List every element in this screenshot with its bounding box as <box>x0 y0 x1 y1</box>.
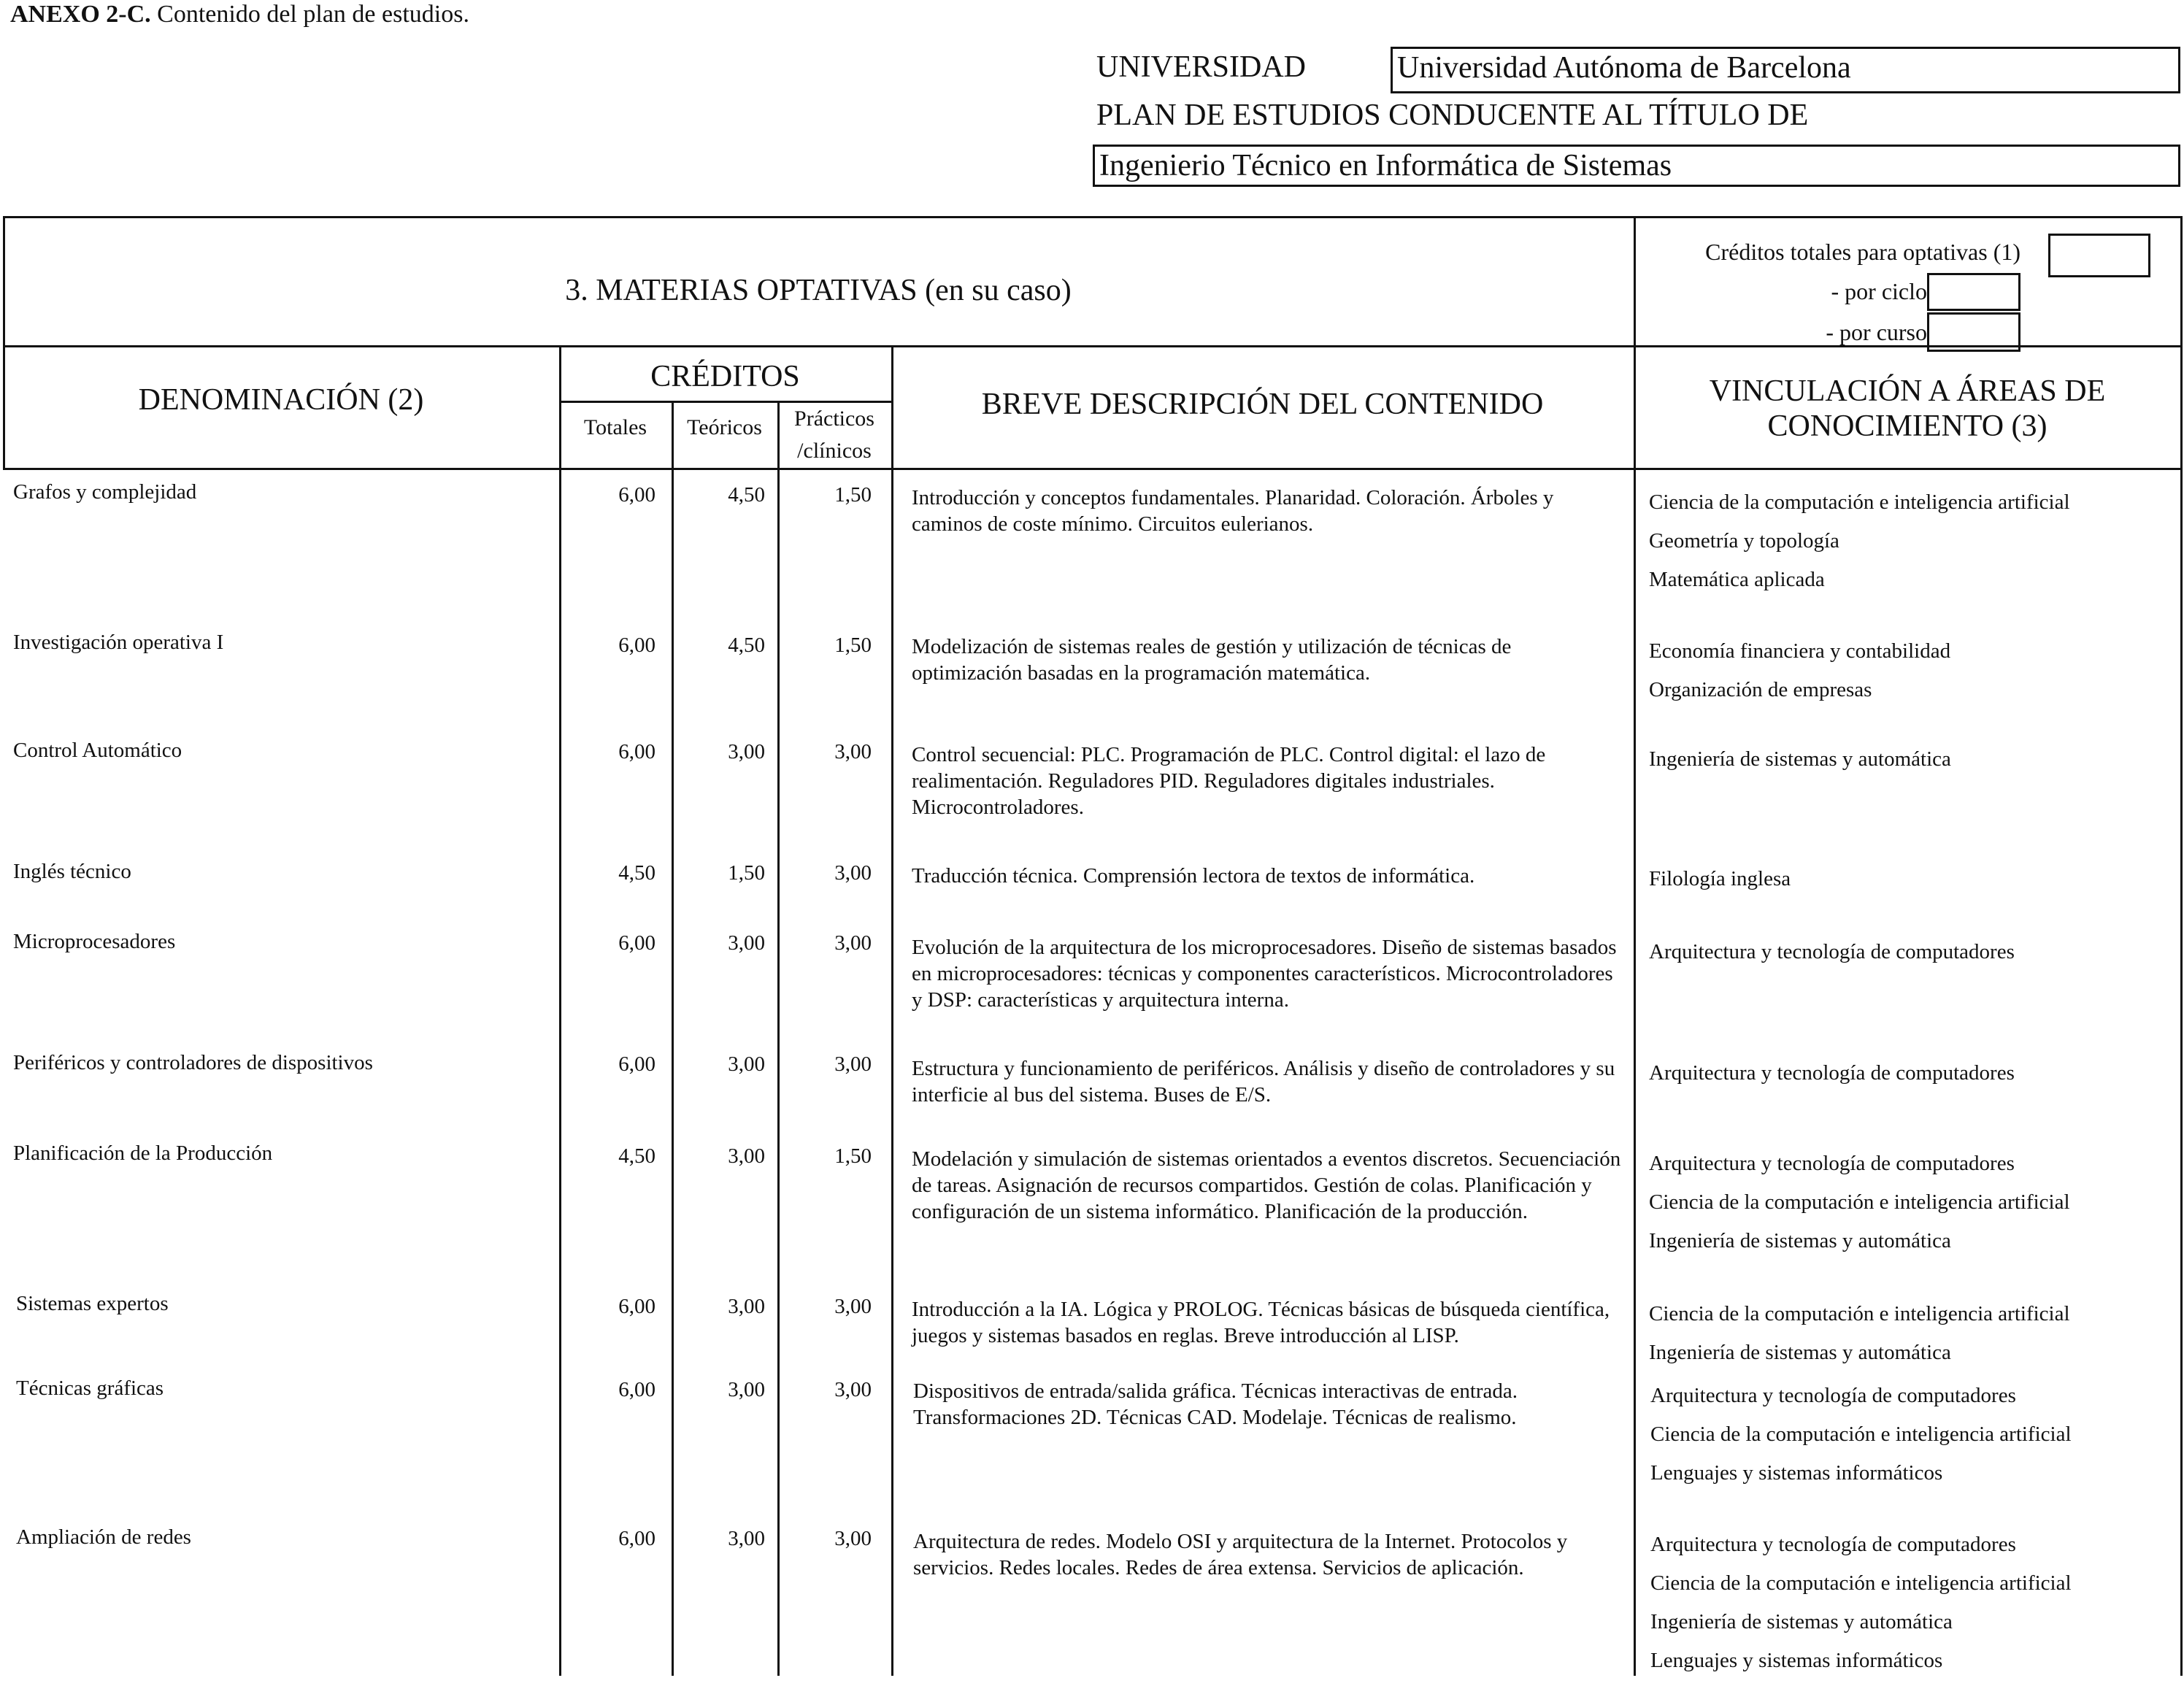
col-practicos-line2: /clínicos <box>797 439 872 463</box>
col-vinculacion-line1: VINCULACIÓN A ÁREAS DE <box>1709 374 2106 408</box>
row-totales: 6,00 <box>618 1295 655 1318</box>
universidad-value: Universidad Autónoma de Barcelona <box>1397 51 1851 85</box>
area-item: Ingeniería de sistemas y automática <box>1649 747 1951 771</box>
row-totales: 6,00 <box>618 1052 655 1076</box>
col-divider-creditos <box>559 345 561 1676</box>
col-vinculacion <box>1634 374 2181 444</box>
row-practicos: 3,00 <box>834 861 872 885</box>
col-creditos: CRÉDITOS <box>650 360 800 393</box>
area-item: Organización de empresas <box>1649 678 1872 701</box>
row-desc: Introducción y conceptos fundamentales. Planaridad. Coloración. Árboles y caminos de coste mínimo. Circuitos eulerianos. <box>912 486 1554 536</box>
plan-label: PLAN DE ESTUDIOS CONDUCENTE AL TÍTULO DE <box>1096 99 1809 132</box>
col-divider-practicos <box>777 401 780 1676</box>
row-name: Microprocesadores <box>13 930 176 953</box>
annex-label: ANEXO 2-C. <box>10 1 151 28</box>
row-teoricos: 3,00 <box>728 740 765 763</box>
col-totales: Totales <box>583 415 647 439</box>
row-totales: 6,00 <box>618 634 655 657</box>
row-areas <box>1649 866 1791 904</box>
titulo-value: Ingenierio Técnico en Informática de Sistemas <box>1099 149 1672 182</box>
row-practicos: 3,00 <box>834 931 872 955</box>
row-totales: 6,00 <box>618 740 655 763</box>
row-name: Control Automático <box>13 739 182 762</box>
row-desc: Evolución de la arquitectura de los microprocesadores. Diseño de sistemas basados en microprocesadores: técnicas y componentes característicos. Microcontroladores y DSP: características y arquitectura interna. <box>912 936 1617 1012</box>
row-name: Inglés técnico <box>13 860 131 883</box>
row-name: Grafos y complejidad <box>13 480 197 504</box>
row-practicos: 1,50 <box>834 1144 872 1168</box>
titulo-box <box>1093 145 2180 187</box>
row-areas <box>1649 939 2015 977</box>
area-item: Arquitectura y tecnología de computadores <box>1649 940 2015 963</box>
area-item: Ingeniería de sistemas y automática <box>1650 1610 1953 1633</box>
row-teoricos: 3,00 <box>728 1144 765 1168</box>
row-practicos: 3,00 <box>834 740 872 763</box>
row-desc: Estructura y funcionamiento de periféricos. Análisis y diseño de controladores y su interficie al bus del sistema. Buses de E/S. <box>912 1057 1615 1106</box>
row-teoricos: 3,00 <box>728 1295 765 1318</box>
row-practicos: 1,50 <box>834 483 872 507</box>
row-teoricos: 4,50 <box>728 483 765 507</box>
row-desc: Introducción a la IA. Lógica y PROLOG. Técnicas básicas de búsqueda científica, juegos y sistemas basados en reglas. Breve introducción al LISP. <box>912 1298 1610 1347</box>
row-teoricos: 4,50 <box>728 634 765 657</box>
annex-text: Contenido del plan de estudios. <box>150 1 469 28</box>
col-divider-descripcion <box>891 345 893 1676</box>
row-totales: 6,00 <box>618 1527 655 1550</box>
row-areas <box>1649 1301 2070 1378</box>
row-areas <box>1649 638 1950 715</box>
col-denominacion: DENOMINACIÓN (2) <box>138 383 424 417</box>
row-areas <box>1649 746 1951 785</box>
table-left-border <box>3 216 5 469</box>
table-header-bottom <box>3 468 2183 470</box>
area-item: Economía financiera y contabilidad <box>1649 639 1951 663</box>
col-practicos <box>777 406 891 464</box>
area-item: Ciencia de la computación e inteligencia artificial <box>1650 1571 2072 1595</box>
row-areas <box>1650 1382 2072 1498</box>
area-item: Lenguajes y sistemas informáticos <box>1650 1649 1943 1672</box>
area-item: Ingeniería de sistemas y automática <box>1649 1229 1951 1252</box>
row-practicos: 1,50 <box>834 634 872 657</box>
row-areas <box>1649 1150 2070 1266</box>
col-vinculacion-line2: CONOCIMIENTO (3) <box>1767 409 2048 443</box>
row-totales: 6,00 <box>618 931 655 955</box>
row-areas <box>1649 1060 2015 1098</box>
creditos-sub-divider <box>559 401 891 403</box>
row-totales: 6,00 <box>618 483 655 507</box>
row-teoricos: 3,00 <box>728 1052 765 1076</box>
creditos-totales-box <box>2048 234 2150 277</box>
row-totales: 4,50 <box>618 861 655 885</box>
row-practicos: 3,00 <box>834 1527 872 1550</box>
area-item: Matemática aplicada <box>1649 568 1825 591</box>
row-name: Técnicas gráficas <box>16 1377 164 1400</box>
area-item: Arquitectura y tecnología de computadores <box>1650 1533 2016 1556</box>
por-ciclo-box <box>1927 273 2020 311</box>
row-totales: 6,00 <box>618 1378 655 1401</box>
area-item: Geometría y topología <box>1649 529 1839 553</box>
row-areas <box>1649 489 2070 605</box>
row-name: Sistemas expertos <box>16 1292 169 1315</box>
row-desc: Arquitectura de redes. Modelo OSI y arquitectura de la Internet. Protocolos y servicios. Redes locales. Redes de área extensa. Servicios de aplicación. <box>913 1530 1568 1579</box>
row-practicos: 3,00 <box>834 1378 872 1401</box>
creditos-totales-label: Créditos totales para optativas (1) <box>1705 239 2020 265</box>
row-desc: Control secuencial: PLC. Programación de PLC. Control digital: el lazo de realimentación. Reguladores PID. Reguladores digitales industriales. Microcontroladores. <box>912 743 1546 819</box>
row-teoricos: 1,50 <box>728 861 765 885</box>
col-divider-teoricos <box>672 401 674 1676</box>
row-name: Investigación operativa I <box>13 631 224 654</box>
row-desc: Dispositivos de entrada/salida gráfica. Técnicas interactivas de entrada. Transformaciones 2D. Técnicas CAD. Modelaje. Técnicas de realismo. <box>913 1379 1518 1429</box>
por-curso-box <box>1927 312 2020 352</box>
area-item: Ciencia de la computación e inteligencia artificial <box>1649 490 2070 514</box>
area-item: Filología inglesa <box>1649 867 1791 890</box>
row-teoricos: 3,00 <box>728 931 765 955</box>
area-item: Lenguajes y sistemas informáticos <box>1650 1461 1943 1485</box>
table-top-border <box>3 216 2183 218</box>
row-areas <box>1650 1531 2072 1686</box>
por-ciclo-label: - por ciclo <box>1831 278 1927 304</box>
row-name: Planificación de la Producción <box>13 1142 273 1165</box>
area-item: Arquitectura y tecnología de computadores <box>1649 1152 2015 1175</box>
universidad-label: UNIVERSIDAD <box>1096 50 1306 84</box>
area-item: Ciencia de la computación e inteligencia artificial <box>1649 1190 2070 1214</box>
row-practicos: 3,00 <box>834 1295 872 1318</box>
row-desc: Modelación y simulación de sistemas orientados a eventos discretos. Secuenciación de tareas. Asignación de recursos compartidos. Gestión de colas. Planificación y configuración de un sistema informático. Planificación de la producción. <box>912 1147 1621 1223</box>
area-item: Ingeniería de sistemas y automática <box>1649 1341 1951 1364</box>
row-teoricos: 3,00 <box>728 1527 765 1550</box>
por-curso-label: - por curso <box>1826 319 1927 345</box>
col-descripcion: BREVE DESCRIPCIÓN DEL CONTENIDO <box>981 388 1544 421</box>
row-practicos: 3,00 <box>834 1052 872 1076</box>
col-teoricos: Teóricos <box>687 415 762 439</box>
row-teoricos: 3,00 <box>728 1378 765 1401</box>
area-item: Ciencia de la computación e inteligencia artificial <box>1649 1302 2070 1325</box>
area-item: Arquitectura y tecnología de computadores <box>1649 1061 2015 1085</box>
annex-title <box>10 0 469 29</box>
area-item: Ciencia de la computación e inteligencia artificial <box>1650 1423 2072 1446</box>
row-desc: Traducción técnica. Comprensión lectora de textos de informática. <box>912 864 1475 888</box>
row-name: Ampliación de redes <box>16 1525 191 1549</box>
row-name: Periféricos y controladores de dispositivos <box>13 1051 373 1074</box>
universidad-box <box>1391 47 2180 93</box>
col-practicos-line1: Prácticos <box>794 407 874 431</box>
row-desc: Modelización de sistemas reales de gestión y utilización de técnicas de optimización basadas en la programación matemática. <box>912 635 1512 685</box>
row-totales: 4,50 <box>618 1144 655 1168</box>
area-item: Arquitectura y tecnología de computadores <box>1650 1384 2016 1407</box>
section-title: 3. MATERIAS OPTATIVAS (en su caso) <box>565 274 1072 307</box>
